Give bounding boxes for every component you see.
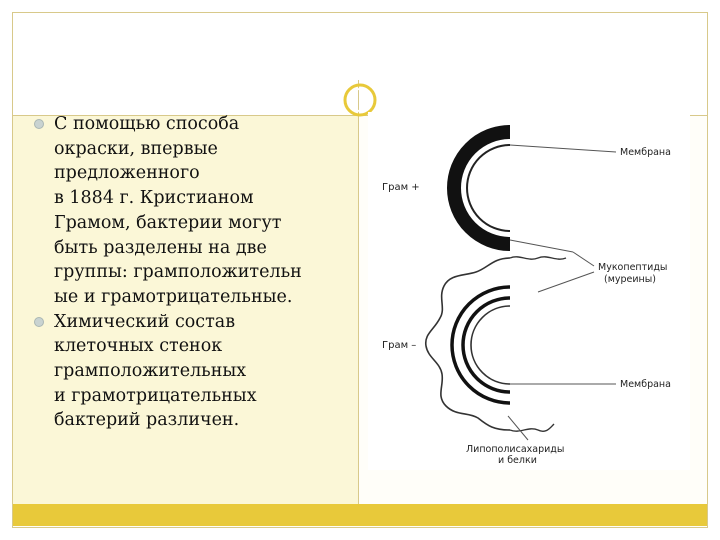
mucopeptide-leader-top2: [573, 252, 594, 266]
bullet-line: грамположительных: [54, 361, 247, 382]
mucopeptide-sublabel: (муреины): [604, 274, 656, 285]
mucopeptide-leader-bottom: [538, 272, 594, 292]
bullet-line: ые и грамотрицательные.: [54, 286, 293, 307]
bullet-line: Химический состав: [54, 311, 236, 332]
gram-pos-membrane: [467, 145, 510, 231]
gram-pos-label: Грам +: [382, 182, 420, 193]
bullet-item: [30, 310, 355, 434]
gram-neg-inner-wall: [463, 298, 510, 392]
gram-cell-wall-diagram: [368, 112, 690, 470]
bullet-line: группы: грамположительн: [54, 262, 302, 283]
bullet-line: окраски, впервые: [54, 138, 218, 159]
bullet-line: предложенного: [54, 163, 200, 184]
gram-neg-membrane: [471, 306, 510, 384]
gram-pos-thick-wall: [454, 132, 510, 244]
bullet-dot-icon: [34, 119, 44, 129]
gram-neg-wavy-top: [510, 257, 566, 259]
lps-sublabel: и белки: [498, 455, 537, 466]
bullet-list: [30, 112, 355, 433]
gram-neg-outer-wall: [452, 287, 510, 403]
membrane-top-label: Мембрана: [620, 147, 671, 158]
bullet-line: Грамом, бактерии могут: [54, 212, 282, 233]
bullet-line: и грамотрицательных: [54, 385, 257, 406]
lps-leader: [508, 416, 528, 440]
bullet-line: С помощью способа: [54, 114, 240, 134]
bullet-line: быть разделены на две: [54, 237, 267, 258]
membrane-bottom-label: Мембрана: [620, 379, 671, 390]
gram-neg-wavy-bottom: [510, 424, 554, 431]
bullet-line: клеточных стенок: [54, 336, 223, 357]
bullet-dot-icon: [34, 317, 44, 327]
membrane-top-leader: [510, 145, 616, 152]
bullet-item: [30, 112, 355, 310]
vertical-divider: [358, 80, 359, 504]
bullet-line: в 1884 г. Кристианом: [54, 188, 254, 209]
mucopeptide-label: Мукопептиды: [598, 262, 668, 273]
mucopeptide-leader-top: [510, 240, 573, 252]
bullet-line: бактерий различен.: [54, 410, 240, 431]
lps-label: Липополисахариды: [466, 444, 565, 455]
gram-neg-wavy-outer: [426, 258, 510, 430]
bottom-accent-bar: [13, 504, 707, 526]
gram-neg-label: Грам –: [382, 340, 417, 351]
